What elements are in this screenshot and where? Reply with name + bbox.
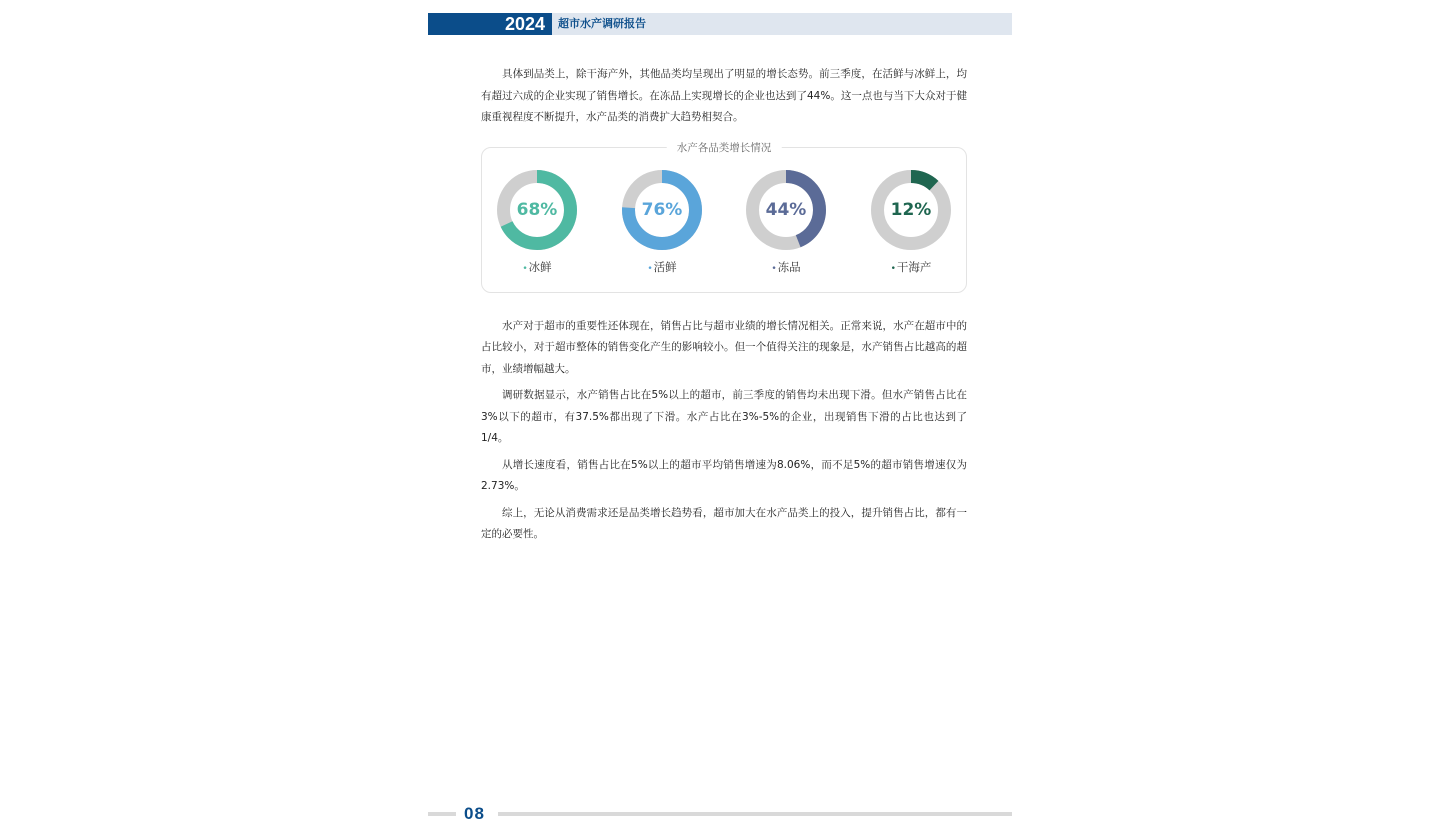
growth-chart	[481, 141, 967, 293]
bullet-dot: •	[647, 263, 653, 274]
donut-percent: 12%	[890, 199, 932, 220]
donut-label-text: 干海产	[896, 259, 932, 274]
paragraph-category-growth: 具体到品类上，除干海产外，其他品类均呈现出了明显的增长态势。前三季度，在活鲜与冰鲜上，均有超过六成的企业实现了销售增长。在冻品上实现增长的企业也达到了44%。这一点也与当下大众对于健康重视程度不断提升，水产品类的消费扩大趋势相契合。	[481, 68, 967, 123]
donut-label	[744, 259, 828, 275]
paragraph-sales-share: 水产对于超市的重要性还体现在，销售占比与超市业绩的增长情况相关。正常来说，水产在超市中的占比较小，对于超市整体的销售变化产生的影响较小。但一个值得关注的现象是，水产销售占比越高的超市，业绩增幅越大。	[481, 319, 967, 375]
donut-label	[495, 259, 579, 275]
page-number: 08	[464, 804, 485, 823]
paragraph-conclusion: 综上，无论从消费需求还是品类增长趋势看，超市加大在水产品类上的投入，提升销售占比，都有一定的必要性。	[481, 506, 967, 540]
chart-title: 水产各品类增长情况	[667, 140, 782, 155]
donut-label-text: 活鲜	[653, 259, 677, 274]
donut-dried-seafood	[869, 168, 953, 275]
donut-label	[869, 259, 953, 275]
bullet-dot: •	[890, 263, 896, 274]
donut-label-text: 冰鲜	[528, 259, 552, 274]
bullet-dot: •	[522, 263, 528, 274]
report-page	[428, 0, 1012, 830]
header-year: 2024	[428, 13, 552, 35]
donut-percent: 44%	[765, 199, 807, 220]
footer-divider-left	[428, 812, 456, 816]
footer-divider-right	[498, 812, 1012, 816]
paragraph-survey-data: 调研数据显示，水产销售占比在5%以上的超市，前三季度的销售均未出现下滑。但水产销售占比在3%以下的超市，有37.5%都出现了下滑。水产占比在3%-5%的企业，出现销售下滑的占比也达到了1/4。	[481, 389, 967, 444]
donut-frozen	[744, 168, 828, 275]
donut-live-fresh	[620, 168, 704, 275]
page-content	[481, 64, 967, 551]
donut-label	[620, 259, 704, 275]
donut-ice-fresh	[495, 168, 579, 275]
header-title: 超市水产调研报告	[558, 17, 646, 30]
page-header	[428, 13, 1012, 35]
donut-label-text: 冻品	[777, 259, 801, 274]
donut-percent: 76%	[641, 199, 683, 220]
bullet-dot: •	[771, 263, 777, 274]
paragraph-growth-speed: 从增长速度看，销售占比在5%以上的超市平均销售增速为8.06%，而不足5%的超市销售增速仅为2.73%。	[481, 458, 967, 492]
donut-percent: 68%	[516, 199, 558, 220]
